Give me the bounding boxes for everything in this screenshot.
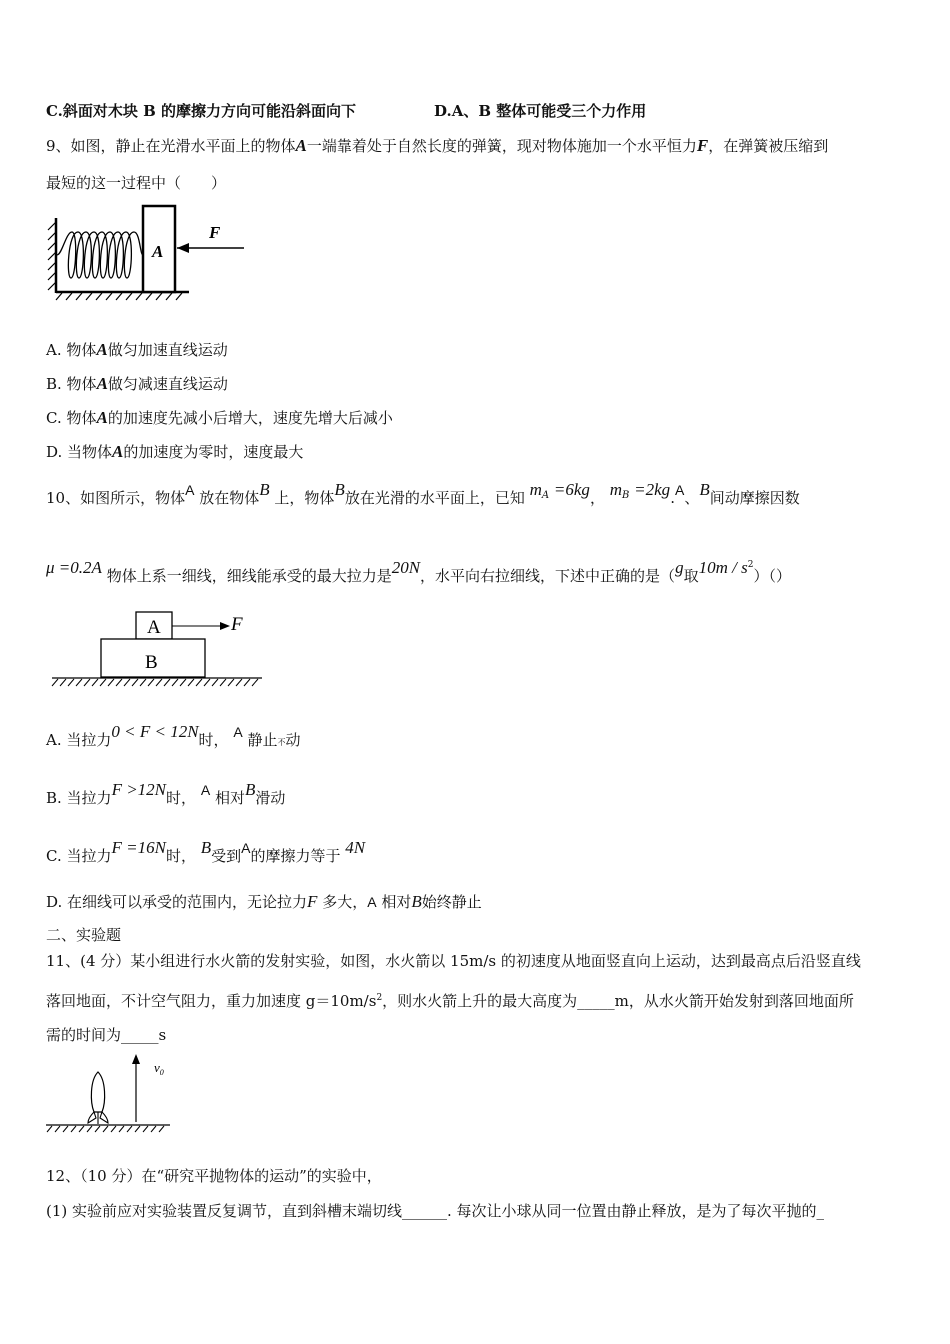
q12-line1: 12、（10 分）在“研究平抛物体的运动”的实验中，: [46, 1167, 382, 1185]
q11-rocket-figure: [44, 1050, 179, 1140]
q8-option-c: C.斜面对木块 B 的摩擦力方向可能沿斜面向下: [46, 102, 357, 120]
q9-stem-text3: ，在弹簧被压缩到: [708, 137, 829, 155]
q10-stem-line1: 10、如图所示，物体A 放在物体B 上，物体B放在光滑的水平面上，已知 $m_A =6kg$， $m_B =2kg.A$、B间动摩擦因数: [46, 480, 800, 507]
q10-block-b-label: B: [145, 652, 158, 673]
q11-velocity-label: $v_0$: [154, 1060, 164, 1077]
q9-stem-text2: 一端靠着处于自然长度的弹簧，现对物体施加一个水平恒力: [306, 137, 697, 155]
q10-option-c: C. 当拉力F =16N时， B受到A的摩擦力等于 4N: [46, 838, 366, 865]
q10-option-b: B. 当拉力F >12N时， A 相对B滑动: [46, 780, 286, 807]
q8-option-d: D.A、B 整体可能受三个力作用: [434, 102, 647, 120]
q10-stem-line2: μ =0.2A 物体上系一细线，细线能承受的最大拉力是20N，水平向右拉细线，下述中正确的是（g取$10m / s^2)()$: [46, 558, 791, 585]
q9-block-label: A: [152, 242, 164, 261]
q11-line2: 落回地面，不计空气阻力，重力加速度 $g=10m/s^2$，则水火箭上升的最大高度为_____m，从水火箭开始发射到落回地面所: [46, 992, 854, 1010]
q9-force-label: F: [209, 223, 221, 242]
section-heading-experiment: 二、实验题: [46, 926, 122, 944]
q10-force-label: F: [231, 614, 243, 635]
q11-line1: 11、(4 分）某小组进行水火箭的发射实验，如图，水火箭以 15m/s 的初速度从地面竖直向上运动，达到最高点后沿竖直线: [46, 952, 861, 970]
q9-var-f: F: [696, 136, 709, 155]
q9-stem-line1: [46, 136, 828, 156]
q9-option-b: B. 物体A做匀减速直线运动: [46, 374, 228, 393]
q11-line3: 需的时间为_____s: [46, 1026, 167, 1044]
q10-blocks-figure: [48, 606, 268, 692]
q10-option-a: A. 当拉力0 < F < 12N时， A 静止不动: [46, 722, 301, 749]
rocket-icon: [91, 1072, 104, 1112]
q10-block-a-label: A: [147, 617, 161, 638]
q9-stem-text1: 9、如图，静止在光滑水平面上的物体: [46, 137, 296, 155]
q9-spring-figure: [44, 200, 254, 305]
q10-option-d: D. 在细线可以承受的范围内，无论拉力F 多大，A 相对B始终静止: [46, 892, 482, 911]
q9-option-d: D. 当物体A的加速度为零时，速度最大: [46, 442, 304, 461]
q12-line2: (1) 实验前应对实验装置反复调节，直到斜槽末端切线______. 每次让小球从同一位置由静止释放，是为了每次平抛的_: [46, 1202, 825, 1220]
q9-stem-line2: 最短的这一过程中（ ）: [46, 174, 227, 192]
q9-option-c: C. 物体A的加速度先减小后增大，速度先增大后减小: [46, 408, 393, 427]
q9-option-a: A. 物体A做匀加速直线运动: [46, 340, 228, 359]
q9-var-a: A: [295, 136, 307, 155]
